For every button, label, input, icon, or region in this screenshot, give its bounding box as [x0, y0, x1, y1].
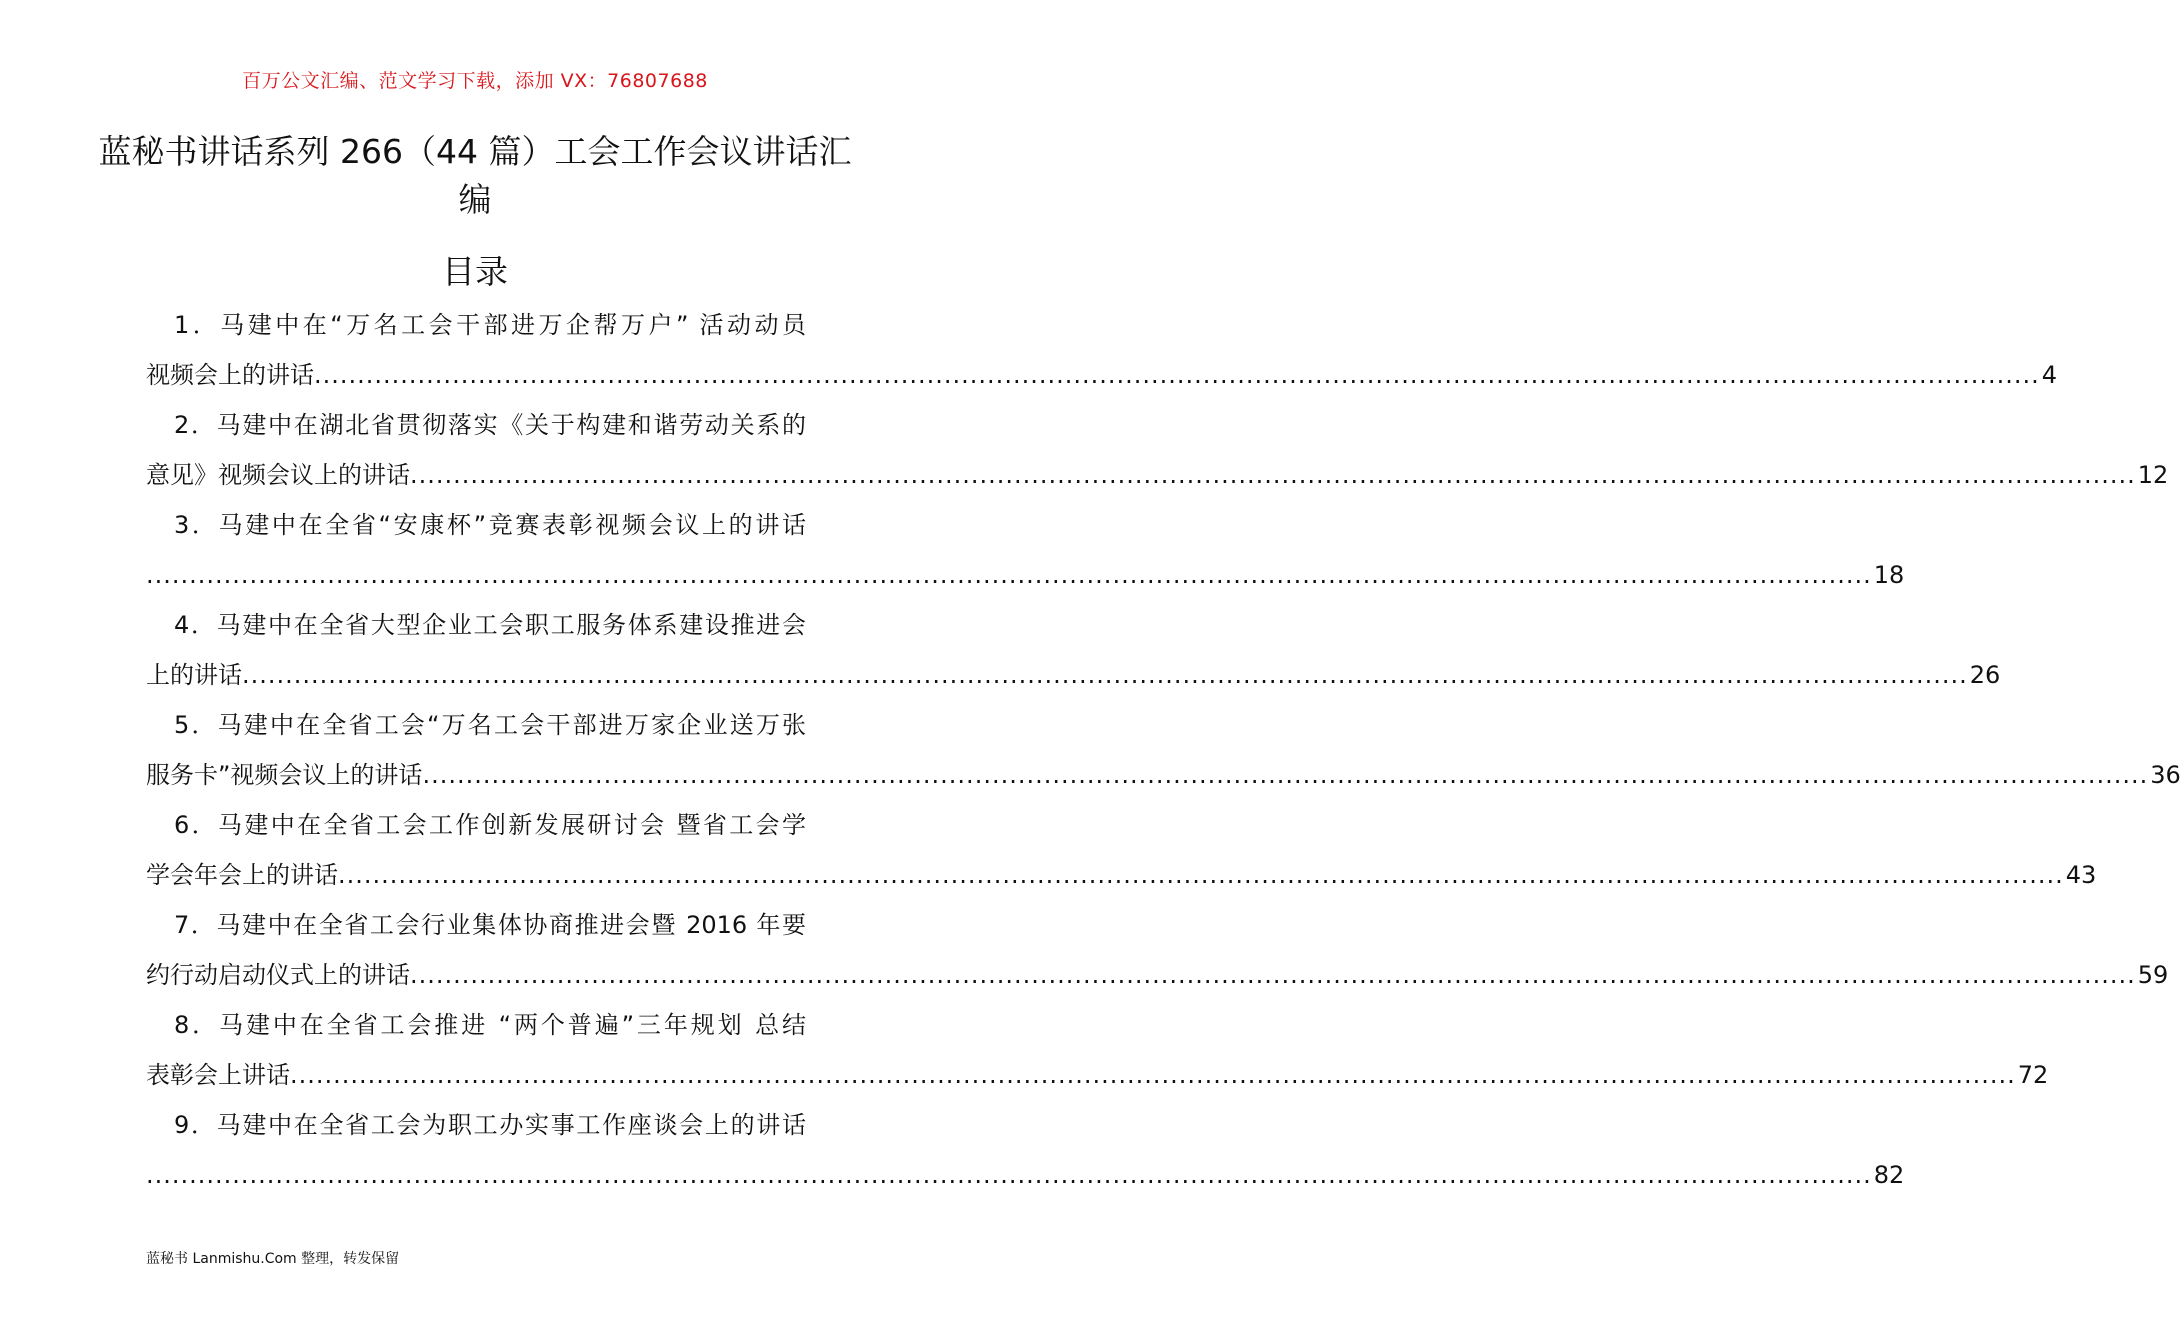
toc-page-number: 12 [2137, 461, 2169, 489]
toc-entry-title-continued: 表彰会上讲话 [146, 1061, 290, 1089]
toc-heading: 目录 [442, 252, 508, 291]
watermark-header: 百万公文汇编、范文学习下载，添加 VX：76807688 [242, 70, 708, 92]
document-title: 蓝秘书讲话系列 266（44 篇）工会工作会议讲话汇编 [98, 132, 852, 219]
toc-entry-title: 6．马建中在全省工会工作创新发展研讨会 暨省工会学 [174, 811, 806, 839]
toc-entry-title-continued: 意见》视频会议上的讲话 [146, 461, 410, 489]
toc-entry-title: 7．马建中在全省工会行业集体协商推进会暨 2016 年要 [174, 911, 806, 939]
toc-entry[interactable] [146, 700, 2181, 800]
footer-note: 蓝秘书 Lanmishu.Com 整理，转发保留 [146, 1251, 400, 1267]
dot-leader: ........................................................................................................................................................................................................ [422, 761, 2149, 789]
toc-entry-title: 1．马建中在“万名工会干部进万企帮万户” 活动动员 [174, 311, 806, 339]
toc-page-number: 59 [2137, 961, 2169, 989]
dot-leader: ........................................................................................................................................................................................................ [410, 461, 2136, 489]
toc-entry[interactable] [146, 900, 2169, 1000]
dot-leader: ........................................................................................................................................................................................................ [410, 961, 2136, 989]
dot-leader: ........................................................................................................................................................................................................ [338, 861, 2064, 889]
toc-entry-title-continued: 约行动启动仪式上的讲话 [146, 961, 410, 989]
toc-page-number: 82 [1873, 1161, 1905, 1189]
dot-leader: ........................................................................................................................................................................................................ [146, 561, 1872, 589]
toc-entry[interactable] [146, 500, 1905, 600]
toc-page-number: 43 [2065, 861, 2097, 889]
toc-page-number: 72 [2017, 1061, 2049, 1089]
toc-entry[interactable] [146, 300, 2058, 400]
toc-entry-title: 9．马建中在全省工会为职工办实事工作座谈会上的讲话 [174, 1111, 806, 1139]
toc-entry[interactable] [146, 400, 2169, 500]
dot-leader: ........................................................................................................................................................................................................ [290, 1061, 2016, 1089]
toc-entry[interactable] [146, 600, 2001, 700]
toc-entry-title-continued: 上的讲话 [146, 661, 242, 689]
table-of-contents [146, 300, 2181, 1200]
dot-leader: ........................................................................................................................................................................................................ [146, 1161, 1872, 1189]
toc-entry[interactable] [146, 1100, 1905, 1200]
toc-entry-title: 2．马建中在湖北省贯彻落实《关于构建和谐劳动关系的 [174, 411, 806, 439]
toc-entry-title: 8．马建中在全省工会推进 “两个普遍”三年规划 总结 [174, 1011, 806, 1039]
toc-page-number: 26 [1969, 661, 2001, 689]
toc-entry[interactable] [146, 1000, 2049, 1100]
toc-entry-title-continued: 服务卡”视频会议上的讲话 [146, 761, 423, 789]
toc-page-number: 4 [2041, 361, 2058, 389]
toc-page-number: 18 [1873, 561, 1905, 589]
toc-entry-title: 5．马建中在全省工会“万名工会干部进万家企业送万张 [174, 711, 806, 739]
toc-entry-title-continued: 学会年会上的讲话 [146, 861, 338, 889]
toc-entry-title-continued: 视频会上的讲话 [146, 361, 314, 389]
toc-entry-title: 3．马建中在全省“安康杯”竞赛表彰视频会议上的讲话 [174, 511, 806, 539]
toc-entry[interactable] [146, 800, 2097, 900]
dot-leader: ........................................................................................................................................................................................................ [314, 361, 2040, 389]
toc-page-number: 36 [2150, 761, 2181, 789]
dot-leader: ........................................................................................................................................................................................................ [242, 661, 1968, 689]
toc-entry-title: 4．马建中在全省大型企业工会职工服务体系建设推进会 [174, 611, 806, 639]
